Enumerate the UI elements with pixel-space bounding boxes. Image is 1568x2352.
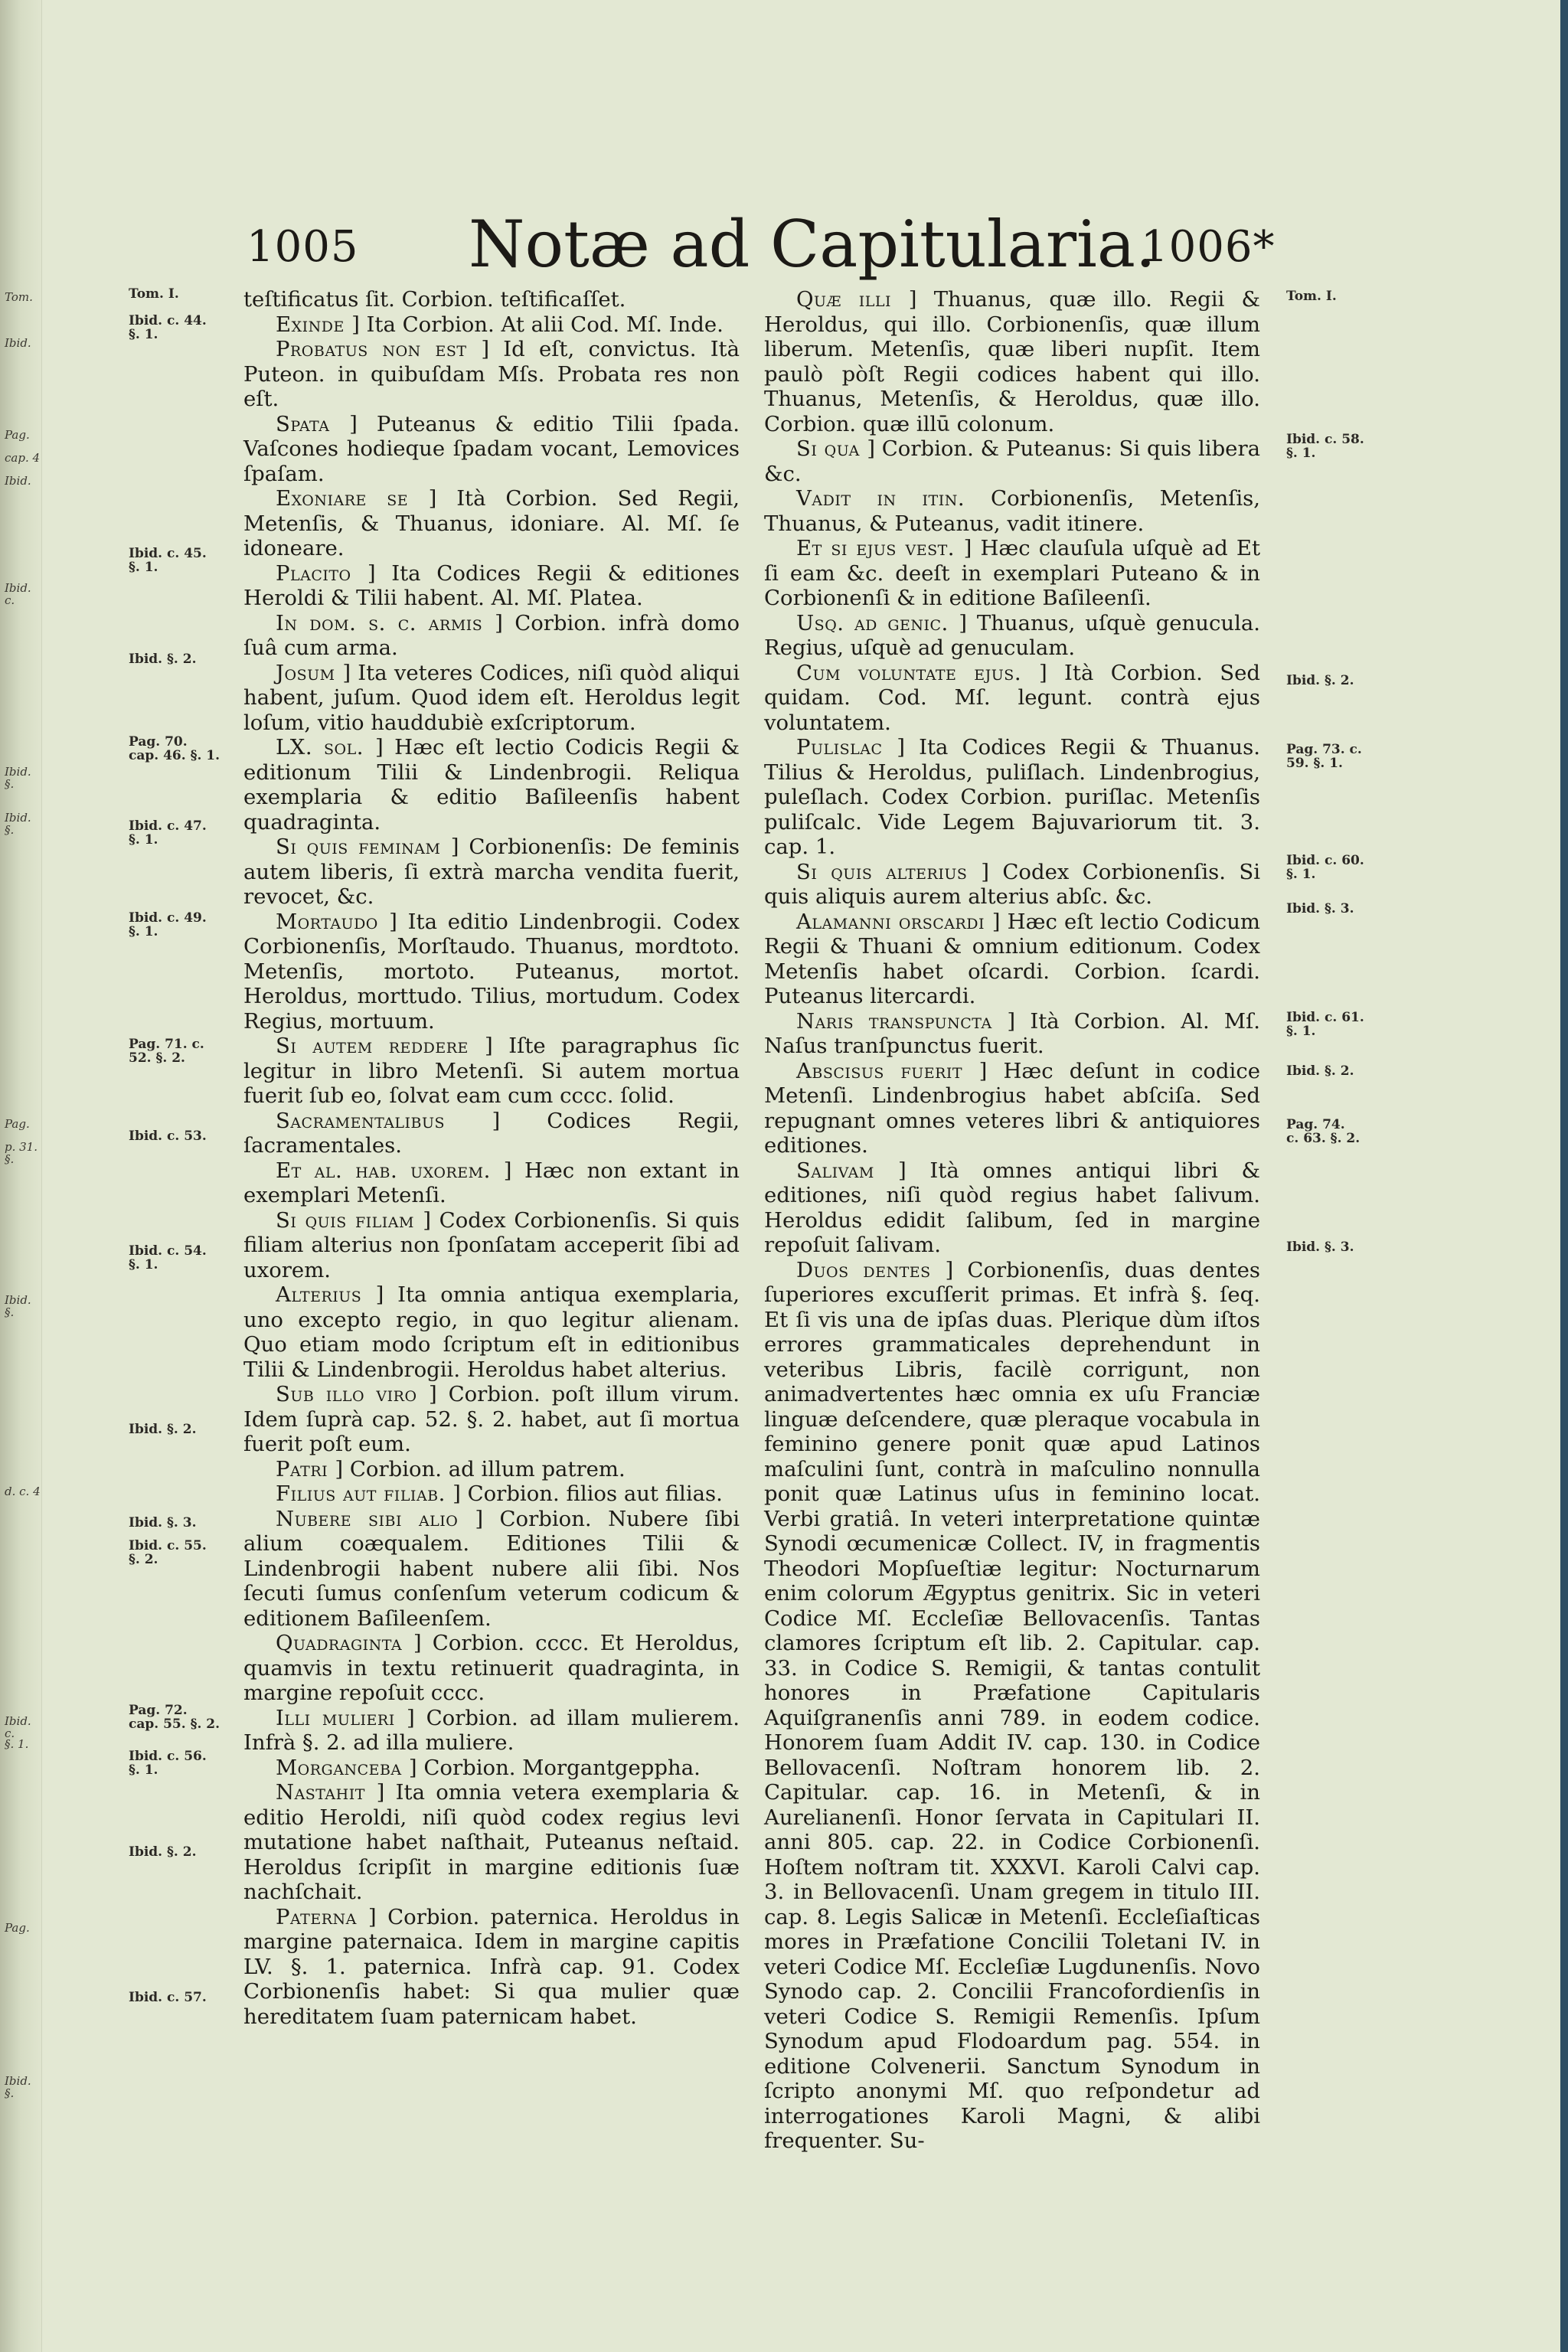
gutter-fragment: §. 1. [5,1737,29,1751]
note-text: ] Corbion. infrà domo ſuâ cum arma. [243,610,740,660]
margin-reference: Ibid. c. 61. [1286,1010,1364,1025]
lemma: Vadit in itin. [796,486,991,511]
note-text: ] Hæc eſt lectio Codicum Regii & Thuani & omnium editionum. Codex Metenſis habet oſcardi. Corbion. ſcardi. Puteanus litercardi. [764,909,1260,1008]
note-paragraph [243,1706,740,1756]
margin-reference: Pag. 73. c. [1286,742,1362,757]
note-text: ] Hæc deſunt in codice Metenſi. Lindenbrogius habet abſciſa. Sed repugnant omnes veteres libri & antiquiores editiones. [764,1058,1260,1158]
note-text: ] Corbion. paternica. Heroldus in margine paternaica. Idem in margine capitis LV. §. 1. paternica. Infrà cap. 91. Codex Corbionenſis habet: Si qua mulier quæ hereditatem ſuam paternicam habet. [243,1904,740,2029]
note-paragraph [243,735,740,835]
margin-reference: Pag. 72. [129,1703,188,1718]
left-column [243,287,740,2029]
note-paragraph [764,860,1260,910]
note-paragraph [764,486,1260,536]
lemma: Exoniare se [276,486,429,511]
lemma: Mortaudo [276,909,390,934]
note-text: ] Corbionenſis: De feminis autem liberis, ſi extrà marcha vendita fuerit, revocet, &c. [243,835,740,909]
lemma: Si quis alterius [796,859,982,884]
note-paragraph [764,287,1260,436]
margin-reference: §. 1. [129,327,158,342]
page-number-right: 1006* [1141,222,1276,272]
lemma: Quæ illi [796,287,909,312]
margin-reference: Tom. I. [1286,289,1337,304]
note-text: Corbionenſis, Metenſis, Thuanus, & Puteanus, vadit itinere. [764,486,1260,536]
note-paragraph [243,1507,740,1632]
margin-reference: Ibid. §. 2. [129,1422,197,1437]
note-text: teſtificatus ſit. Corbion. teſtificaſſet. [243,287,626,312]
lemma: Si quis filiam [276,1207,423,1233]
lemma: Sub illo viro [276,1382,429,1406]
lemma: Quadraginta [276,1631,413,1655]
note-text: ] Ita Codices Regii & editiones Heroldi & Tilii habent. Al. Mſ. Platea. [243,560,740,610]
margin-reference: §. 1. [129,1257,158,1272]
lemma: Placito [276,560,368,586]
note-text: ] Iſte paragraphus ſic legitur in libro Metenſi. Si autem mortua fuerit ſub eo, ſolvat eam cum cccc. ſolid. [243,1034,740,1108]
lemma: Josum [276,660,343,685]
note-text: ] Ita veteres Codices, niſi quòd aliqui habent, juſum. Quod idem eſt. Heroldus legit loſum, vitio hauddubiè exſcriptorum. [243,660,740,735]
lemma: Nastahit [276,1780,377,1805]
note-paragraph [764,611,1260,661]
lemma: Nubere sibi alio [276,1506,475,1531]
note-text: ] Ità Corbion. Sed quidam. Cod. Mſ. legunt. contrà ejus voluntatem. [764,660,1260,735]
note-text: ] Hæc non extant in exemplari Metenſi. [243,1158,740,1207]
note-text: ] Corbion. poſt illum virum. Idem ſuprà cap. 52. §. 2. habet, aut ſi mortua fuerit poſt eum. [243,1382,740,1456]
note-paragraph [243,1780,740,1905]
note-paragraph [243,1631,740,1706]
note-paragraph [243,910,740,1034]
background-edge [1560,0,1568,2352]
margin-reference: Ibid. §. 2. [1286,1063,1354,1079]
margin-reference: 52. §. 2. [129,1050,185,1066]
note-paragraph [764,1258,1260,2154]
note-text: ] Ita omnia antiqua exemplaria, uno excepto regio, in quo legitur alienam. Quo etiam modo ſcriptum eſt in editionibus Tilii & Lindenbrogii. Heroldus habet alterius. [243,1282,740,1382]
gutter-fragment: d. c. 4 [5,1485,41,1498]
gutter-fragment: Ibid. §. [5,1293,31,1319]
margin-reference: Ibid. c. 57. [129,1990,207,2005]
lemma: Salivam [796,1158,898,1183]
margin-reference: Ibid. c. 58. [1286,432,1364,447]
lemma: LX. sol. [276,735,375,760]
gutter-fragment: Ibid. §. [5,811,31,837]
lemma: Sacramentalibus [276,1108,492,1133]
note-text: ] Puteanus & editio Tilii ſpada. Vaſcones hodieque ſpadam vocant, Lemovices ſpaſam. [243,411,740,486]
margin-reference: Pag. 74. [1286,1117,1345,1132]
gutter-fragment: Ibid. [5,474,31,488]
margin-reference: Ibid. c. 60. [1286,853,1364,868]
margin-reference: Ibid. c. 56. [129,1749,207,1764]
note-paragraph [764,436,1260,486]
note-paragraph [243,611,740,661]
note-paragraph [243,1756,740,1781]
note-paragraph [243,486,740,561]
page-header [0,207,1568,291]
note-text: ] Corbion. cccc. Et Heroldus, quamvis in textu retinuerit quadraginta, in margine repoſuit cccc. [243,1631,740,1705]
gutter-fragment: Tom. [5,290,33,304]
lemma: Cum voluntate ejus. [796,660,1039,685]
margin-reference: §. 1. [129,924,158,939]
facing-page-gutter [0,0,42,2352]
note-paragraph [764,1009,1260,1059]
note-text: ] Hæc clauſula uſquè ad Et ſi eam &c. deeſt in exemplari Puteano & in Corbionenſi & in editione Baſileenſi. [764,536,1260,610]
margin-reference: Ibid. c. 49. [129,910,207,926]
note-text: ] Codices Regii, ſacramentales. [243,1108,740,1158]
lemma: Duos dentes [796,1257,946,1282]
lemma: Et al. hab. uxorem. [276,1158,504,1183]
note-text: ] Codex Corbionenſis. Si quis aliquis aurem alterius abſc. &c. [764,859,1260,909]
margin-reference: c. 63. §. 2. [1286,1131,1361,1146]
gutter-fragment: Ibid. §. [5,2074,31,2100]
lemma: Illi mulieri [276,1705,407,1730]
note-paragraph [243,661,740,736]
lemma: Paterna [276,1904,368,1929]
lemma: In dom. s. c. armis [276,610,495,635]
note-paragraph [243,1481,740,1507]
lemma: Exinde [276,312,352,337]
note-text: ] Thuanus, uſquè genucula. Regius, uſquè ad genuculam. [764,610,1260,660]
lemma: Naris transpuncta [796,1008,1008,1034]
running-title: Notæ ad Capitularia. [469,207,1156,282]
note-paragraph [764,735,1260,860]
note-text: ] Corbion. & Puteanus: Si quis libera &c. [764,436,1260,486]
margin-reference: cap. 55. §. 2. [129,1717,220,1732]
margin-reference: Pag. 71. c. [129,1037,204,1052]
gutter-fragment: Ibid. §. [5,765,31,791]
note-text: ] Corbion. ad illum patrem. [335,1456,626,1481]
lemma: Si autem reddere [276,1034,485,1058]
note-text: ] Ita omnia vetera exemplaria & editio Heroldi, niſi quòd codex regius levi mutatione habet naſthait, Puteanus neſtaid. Heroldus ſcripſit in margine editionis ſuæ nachſchait. [243,1780,740,1904]
note-paragraph [243,835,740,910]
note-paragraph [243,1158,740,1208]
note-text: ] Ità Corbion. Sed Regii, Metenſis, & Thuanus, idoniare. Al. Mſ. ſe idoneare. [243,486,740,560]
margin-reference: Ibid. §. 3. [1286,901,1354,916]
note-text: ] Ità Corbion. Al. Mſ. Naſus tranſpunctus fuerit. [764,1008,1260,1058]
margin-reference: Ibid. §. 2. [129,1844,197,1860]
margin-reference: Ibid. §. 2. [1286,673,1354,688]
margin-reference: §. 1. [129,832,158,848]
note-text: ] Corbion. Nubere ſibi alium coæqualem. Editiones Tilii & Lindenbrogii habent nubere alii ſibi. Nos ſecuti ſumus conſenſum veterum codicum & editionem Baſileenſem. [243,1506,740,1631]
note-paragraph [243,287,740,312]
note-text: ] Ita Corbion. At alii Cod. Mſ. Inde. [351,312,724,337]
note-paragraph [764,1158,1260,1258]
lemma: Probatus non est [276,337,482,361]
lemma: Et si ejus vest. [796,536,964,560]
margin-reference: Tom. I. [129,286,179,302]
note-text: ] Corbion. Morgantgeppha. [408,1755,701,1780]
note-paragraph [243,1208,740,1283]
lemma: Filius aut filiab. [276,1481,453,1506]
lemma: Alamanni orscardi [796,909,992,934]
gutter-fragment: Pag. [5,1117,30,1131]
lemma: Patri [276,1456,335,1481]
margin-reference: §. 1. [1286,1024,1316,1039]
note-paragraph [243,561,740,611]
note-text: ] Corbionenſis, duas dentes ſuperiores excuſſerit primas. Et infrà §. ſeq. Et ſi vis una de ipſas duas. Plerique dùm iſtos errores grammaticales deprehendunt in veteribus Libris, facilè corrigunt, non animadvertentes hæc omnia ex uſu Franciæ linguæ deſcendere, quæ pleraque vocabula in feminino genere ponit quæ apud Latinos maſculini ſunt, contrà in maſculino nonnulla ponit quæ Latinus uſus in feminino locat. Verbi gratiâ. In veteri interpretatione quintæ Synodi œcumenicæ Collect. IV, in fragmentis Theodori Mopſueſtiæ legitur: Nocturnarum enim colorum Ægyptus genitrix. Sic in veteri Codice Mſ. Eccleſiæ Bellovacenſis. Tantas clamores ſcriptum eſt lib. 2. Capitular. cap. 33. in Codice S. Remigii, & tantas contulit honores in Præfatione Capitularis Aquiſgranenſis anni 789. in eodem codice. Honorem ſuam Addit IV. cap. 130. in Codice Bellovacenſi. Noſtram honorem lib. 2. Capitular. cap. 16. in Metenſi, & in Aurelianenſi. Honor ſervata in Capitulari II. anni 805. cap. 22. in Codice Corbionenſi. Hoſtem noſtram tit. XXXVI. Karoli Calvi cap. 3. in Bellovacenſi. Unam gregem in titulo III. cap. 8. Legis Salicæ in Metenſi. Eccleſiaſticas mores in Præfatione Concilii Toletani IV. in veteri Codice Mſ. Eccleſiæ Lugdunenſis. Novo Synodo cap. 2. Concilii Francofordienſis in veteri Codice S. Remigii Remenſis. Ipſum Synodum apud Flodoardum pag. 554. in editione Colvenerii. Sanctum Synodum in ſcripto anonymi Mſ. quo reſpondetur ad interrogationes Karoli Magni, & alibi frequenter. Su- [764,1257,1260,2153]
note-paragraph [243,1457,740,1482]
margin-reference: Ibid. c. 44. [129,313,207,328]
note-text: ] Corbion. filios aut filias. [452,1481,723,1506]
margin-reference: Ibid. c. 53. [129,1129,207,1144]
gutter-fragment: Ibid. [5,336,31,350]
margin-reference: Ibid. c. 45. [129,546,207,561]
note-text: ] Corbion. ad illam mulierem. Infrà §. 2. ad illa muliere. [243,1705,740,1755]
note-paragraph [243,412,740,487]
margin-reference: Ibid. §. 3. [1286,1240,1354,1255]
margin-reference: §. 1. [1286,867,1316,882]
margin-reference: §. 1. [1286,446,1316,461]
gutter-fragment: p. 31. §. [5,1140,38,1166]
note-text: ] Ità omnes antiqui libri & editiones, niſi quòd regius habet ſalivum. Heroldus edidit ſalibum, ſed in margine repoſuit ſalivam. [764,1158,1260,1257]
note-paragraph [764,1059,1260,1158]
lemma: Usq. ad genic. [796,610,959,635]
gutter-fragment: cap. 4 [5,451,41,465]
note-paragraph [243,337,740,412]
margin-reference: cap. 46. §. 1. [129,748,220,763]
margin-reference: Ibid. c. 54. [129,1243,207,1259]
note-paragraph [764,536,1260,611]
note-paragraph [243,1905,740,2030]
gutter-fragment: Ibid. c. [5,1714,31,1740]
note-paragraph [243,1034,740,1109]
note-text: ] Thuanus, quæ illo. Regii & Heroldus, qui illo. Corbionenſis, quæ illum liberum. Metenſis, quæ liberi nupſit. Item paulò pòſt Regii codices habent qui illo. Thuanus, Metenſis, & Heroldus, quæ illo. Corbion. quæ illū colonum. [764,287,1260,436]
note-paragraph [243,312,740,338]
margin-reference: §. 2. [129,1552,158,1567]
gutter-fragment: Pag. [5,428,30,442]
note-paragraph [243,1282,740,1382]
margin-reference: Ibid. §. 2. [129,652,197,667]
margin-reference: Ibid. c. 55. [129,1538,207,1553]
margin-reference: Ibid. c. 47. [129,818,207,834]
lemma: Pulislac [796,735,897,760]
margin-reference: 59. §. 1. [1286,756,1343,771]
note-text: ] Ita Codices Regii & Thuanus. Tilius & Heroldus, puliſlach. Lindenbrogius, puleſlach. Codex Corbion. puriſlac. Metenſis puliſcalc. Vide Legem Bajuvariorum tit. 3. cap. 1. [764,735,1260,859]
lemma: Spata [276,411,350,436]
note-paragraph [764,910,1260,1009]
margin-reference: Pag. 70. [129,734,188,750]
lemma: Abscisus fuerit [796,1058,979,1083]
note-text: ] Codex Corbionenſis. Si quis filiam alterius non ſponſatam acceperit ſibi ad uxorem. [243,1207,740,1282]
lemma: Si qua [796,436,867,461]
margin-reference: Ibid. §. 3. [129,1515,197,1530]
note-text: ] Id eſt, convictus. Ità Puteon. in quibuſdam Mſs. Probata res non eſt. [243,337,740,411]
note-paragraph [243,1109,740,1158]
lemma: Si quis feminam [276,835,451,859]
note-paragraph [764,661,1260,736]
right-column [764,287,1260,2154]
margin-reference: §. 1. [129,560,158,575]
lemma: Morganceba [276,1755,409,1780]
lemma: Alterius [276,1282,376,1307]
gutter-fragment: Pag. [5,1921,30,1935]
margin-reference: §. 1. [129,1762,158,1778]
gutter-fragment: Ibid. c. [5,581,31,607]
note-paragraph [243,1382,740,1457]
page-number-left: 1005 [247,222,359,272]
note-text: ] Ita editio Lindenbrogii. Codex Corbionenſis, Morſtaudo. Thuanus, mordtoto. Metenſis, mortoto. Puteanus, mortot. Heroldus, morttudo. Tilius, mortudum. Codex Regius, mortuum. [243,909,740,1034]
note-text: ] Hæc eſt lectio Codicis Regii & editionum Tilii & Lindenbrogii. Reliqua exemplaria & editio Baſileenſis habent quadraginta. [243,735,740,835]
